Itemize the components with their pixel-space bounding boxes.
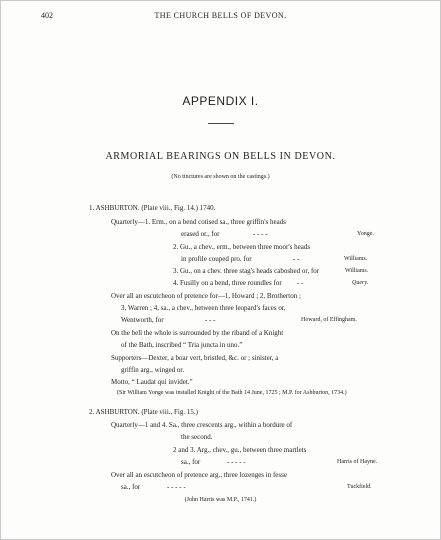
entry-line: 3, Warren ; 4, sa., a chev., between three leopard's faces or, [121, 304, 286, 312]
page-number: 402 [41, 11, 53, 20]
entry-line: Wentworth, for [121, 316, 164, 324]
family-name: Howard, of Effingham. [301, 317, 357, 323]
entry-line: 2 and 3. Arg., chev., gu., between three martlets [173, 446, 307, 454]
family-name: Williams. [345, 268, 369, 274]
leader-dashes: - - - - - [167, 483, 186, 491]
entry-line: Over all an escutcheon of pretence for—1, Howard ; 2, Brotherton ; [111, 292, 301, 300]
entry-line: Quarterly—1 and 4. Sa., three crescents arg., within a bordure of [111, 421, 293, 429]
entry-line: 2. Gu., a chev., erm., between three moor's heads [173, 243, 311, 251]
leader-dashes: - - - - [253, 230, 268, 238]
running-header: THE CHURCH BELLS OF DEVON. [154, 11, 287, 20]
section-subtitle: (No tinctures are shown on the castings.) [171, 174, 270, 180]
entry-line: the second. [181, 433, 213, 441]
entry-note: (John Harris was M.P., 1741.) [184, 497, 257, 503]
entry-line: Supporters—Dexter, a boar vert, bristled, &c. or ; sinister, a [111, 354, 279, 362]
family-name: Williams. [344, 256, 368, 262]
entry-line: 3. Gu., on a chev. three stag's heads caboshed or, for [173, 267, 320, 275]
family-name: Query. [352, 280, 369, 286]
entry-line: 4. Fusilly on a bend, three roundles for [173, 279, 282, 287]
entry-line: of the Bath, inscribed “ Tria juncta in uno.” [121, 341, 243, 349]
leader-dashes: - - - [205, 316, 216, 324]
entry-line: Over all an escutcheon of pretence arg., three lozenges in fesse [111, 471, 287, 479]
section-title: ARMORIAL BEARINGS ON BELLS IN DEVON. [105, 151, 336, 162]
entry-line: erased or., for [181, 230, 220, 238]
family-name: Yonge. [357, 231, 374, 237]
leader-dashes: - - [297, 279, 304, 287]
entry-line: Motto, “ Laudat qui invidet.” [111, 378, 193, 386]
entry-line: in profile couped pro. for [181, 255, 252, 263]
entry-line: griffin arg., winged or. [121, 366, 185, 374]
leader-dashes: - - - - - [227, 458, 246, 466]
section-rule [208, 123, 234, 124]
family-name: Harris of Hayne. [337, 459, 378, 465]
entry-line: sa., for [121, 483, 141, 491]
entry-line: sa., for [181, 458, 201, 466]
entry-heading: 2. ASHBURTON. (Plate viii., Fig. 15.) [89, 408, 198, 416]
leader-dashes: - - [293, 255, 300, 263]
appendix-heading: APPENDIX I. [182, 94, 259, 108]
entry-note: (Sir William Yonge was installed Knight of the Bath 14 June, 1725 ; M.P. for Ashburton, 1734.) [117, 390, 347, 396]
family-name: Tuckfield. [347, 484, 372, 490]
entry-line: On the bell the whole is surrounded by the riband of a Knight [111, 329, 284, 337]
entry-heading: 1. ASHBURTON. (Plate viii., Fig. 14.) 1740. [89, 204, 216, 212]
entry-line: Quarterly—1. Erm., on a bend cotised sa., three griffin's heads [111, 218, 286, 226]
